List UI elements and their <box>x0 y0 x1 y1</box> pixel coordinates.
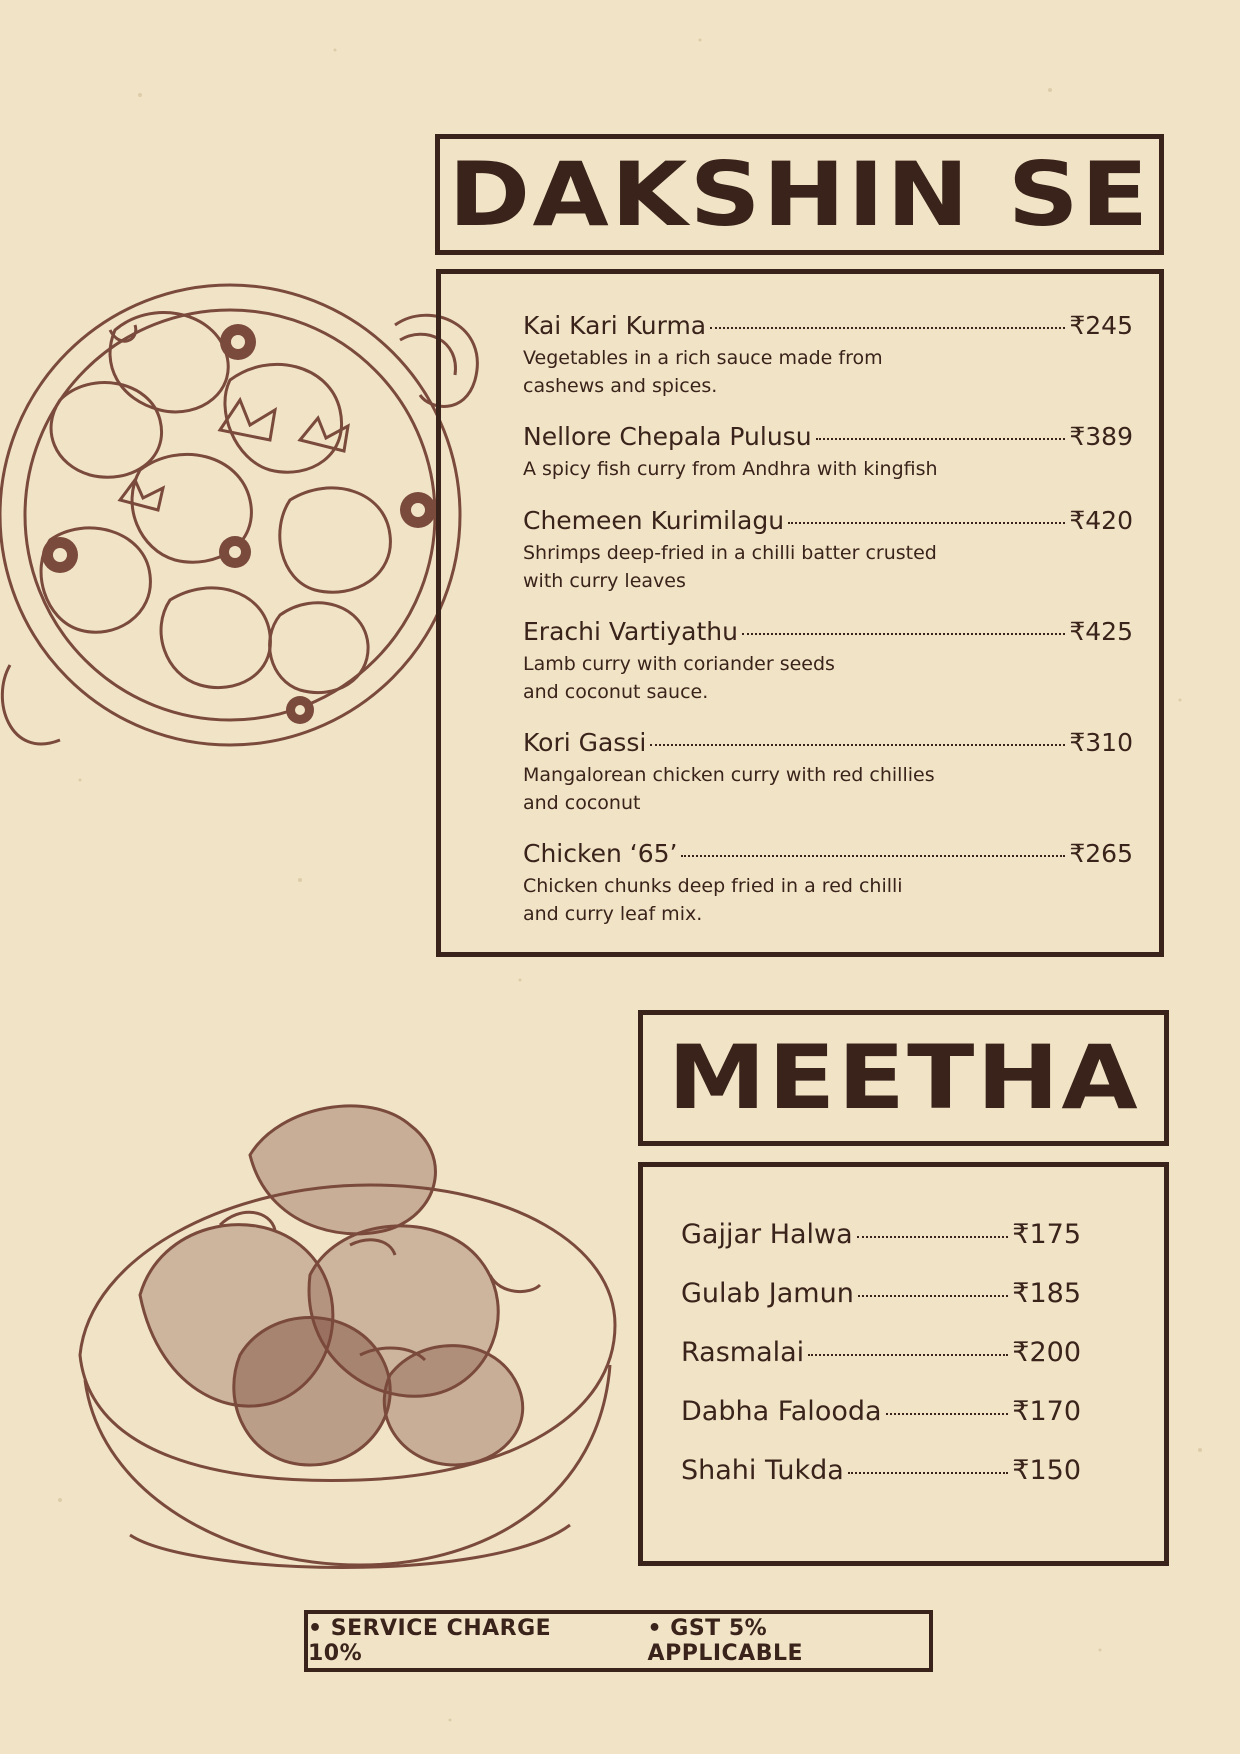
item-price: ₹170 <box>1012 1396 1081 1427</box>
menu-item <box>523 728 1133 817</box>
dot-leader <box>710 327 1065 329</box>
item-name: Nellore Chepala Pulusu <box>523 422 812 451</box>
item-price: ₹150 <box>1012 1455 1081 1486</box>
menu-item <box>681 1455 1081 1486</box>
gst-note: • GST 5% APPLICABLE <box>647 1616 804 1666</box>
meetha-menu-list <box>638 1162 1169 1566</box>
dot-leader <box>858 1295 1008 1297</box>
dakshin-se-title: DAKSHIN SE <box>448 142 1151 246</box>
menu-item <box>681 1337 1081 1368</box>
menu-item <box>523 311 1133 400</box>
menu-item <box>523 506 1133 595</box>
menu-item <box>523 422 1133 483</box>
item-description: Vegetables in a rich sauce made from cashews and spices. <box>523 347 883 397</box>
item-price: ₹175 <box>1012 1219 1081 1250</box>
item-description: Shrimps deep-fried in a chilli batter crusted with curry leaves <box>523 542 937 592</box>
item-price: ₹425 <box>1069 617 1133 646</box>
item-price: ₹310 <box>1069 728 1133 757</box>
item-description: Chicken chunks deep fried in a red chilli and curry leaf mix. <box>523 875 903 925</box>
dot-leader <box>816 438 1066 440</box>
dot-leader <box>857 1236 1009 1238</box>
item-price: ₹185 <box>1012 1278 1081 1309</box>
meetha-title-box <box>638 1010 1169 1146</box>
item-description: Mangalorean chicken curry with red chillies and coconut <box>523 764 935 814</box>
menu-item <box>681 1396 1081 1427</box>
menu-item <box>523 617 1133 706</box>
item-price: ₹420 <box>1069 506 1133 535</box>
dot-leader <box>848 1472 1008 1474</box>
menu-item <box>523 839 1133 928</box>
item-name: Chemeen Kurimilagu <box>523 506 785 535</box>
item-name: Kori Gassi <box>523 728 647 757</box>
dakshin-se-menu-list <box>436 269 1164 957</box>
service-charge-note: • SERVICE CHARGE 10% <box>308 1616 552 1666</box>
dakshin-se-title-box <box>435 134 1164 255</box>
item-description: Lamb curry with coriander seeds and coconut sauce. <box>523 653 835 703</box>
menu-item <box>681 1278 1081 1309</box>
item-price: ₹389 <box>1069 422 1133 451</box>
item-price: ₹200 <box>1012 1337 1081 1368</box>
item-price: ₹245 <box>1069 311 1133 340</box>
item-name: Erachi Vartiyathu <box>523 617 738 646</box>
meetha-title: MEETHA <box>667 1026 1140 1129</box>
item-name: Kai Kari Kurma <box>523 311 707 340</box>
item-name: Gulab Jamun <box>681 1278 854 1309</box>
item-price: ₹265 <box>1069 839 1133 868</box>
dot-leader <box>808 1354 1008 1356</box>
item-name: Shahi Tukda <box>681 1455 844 1486</box>
item-name: Dabha Falooda <box>681 1396 882 1427</box>
item-description: A spicy fish curry from Andhra with kingfish <box>523 458 938 480</box>
dot-leader <box>650 744 1065 746</box>
dot-leader <box>742 633 1065 635</box>
item-name: Rasmalai <box>681 1337 805 1368</box>
gulab-jamun-bowl-illustration <box>70 1095 630 1595</box>
dot-leader <box>886 1413 1009 1415</box>
item-name: Chicken ‘65’ <box>523 839 678 868</box>
item-name: Gajjar Halwa <box>681 1219 853 1250</box>
charges-note-box <box>304 1610 933 1672</box>
curry-bowl-illustration <box>0 270 480 790</box>
menu-item <box>681 1219 1081 1250</box>
dot-leader <box>681 855 1065 857</box>
dot-leader <box>788 522 1065 524</box>
